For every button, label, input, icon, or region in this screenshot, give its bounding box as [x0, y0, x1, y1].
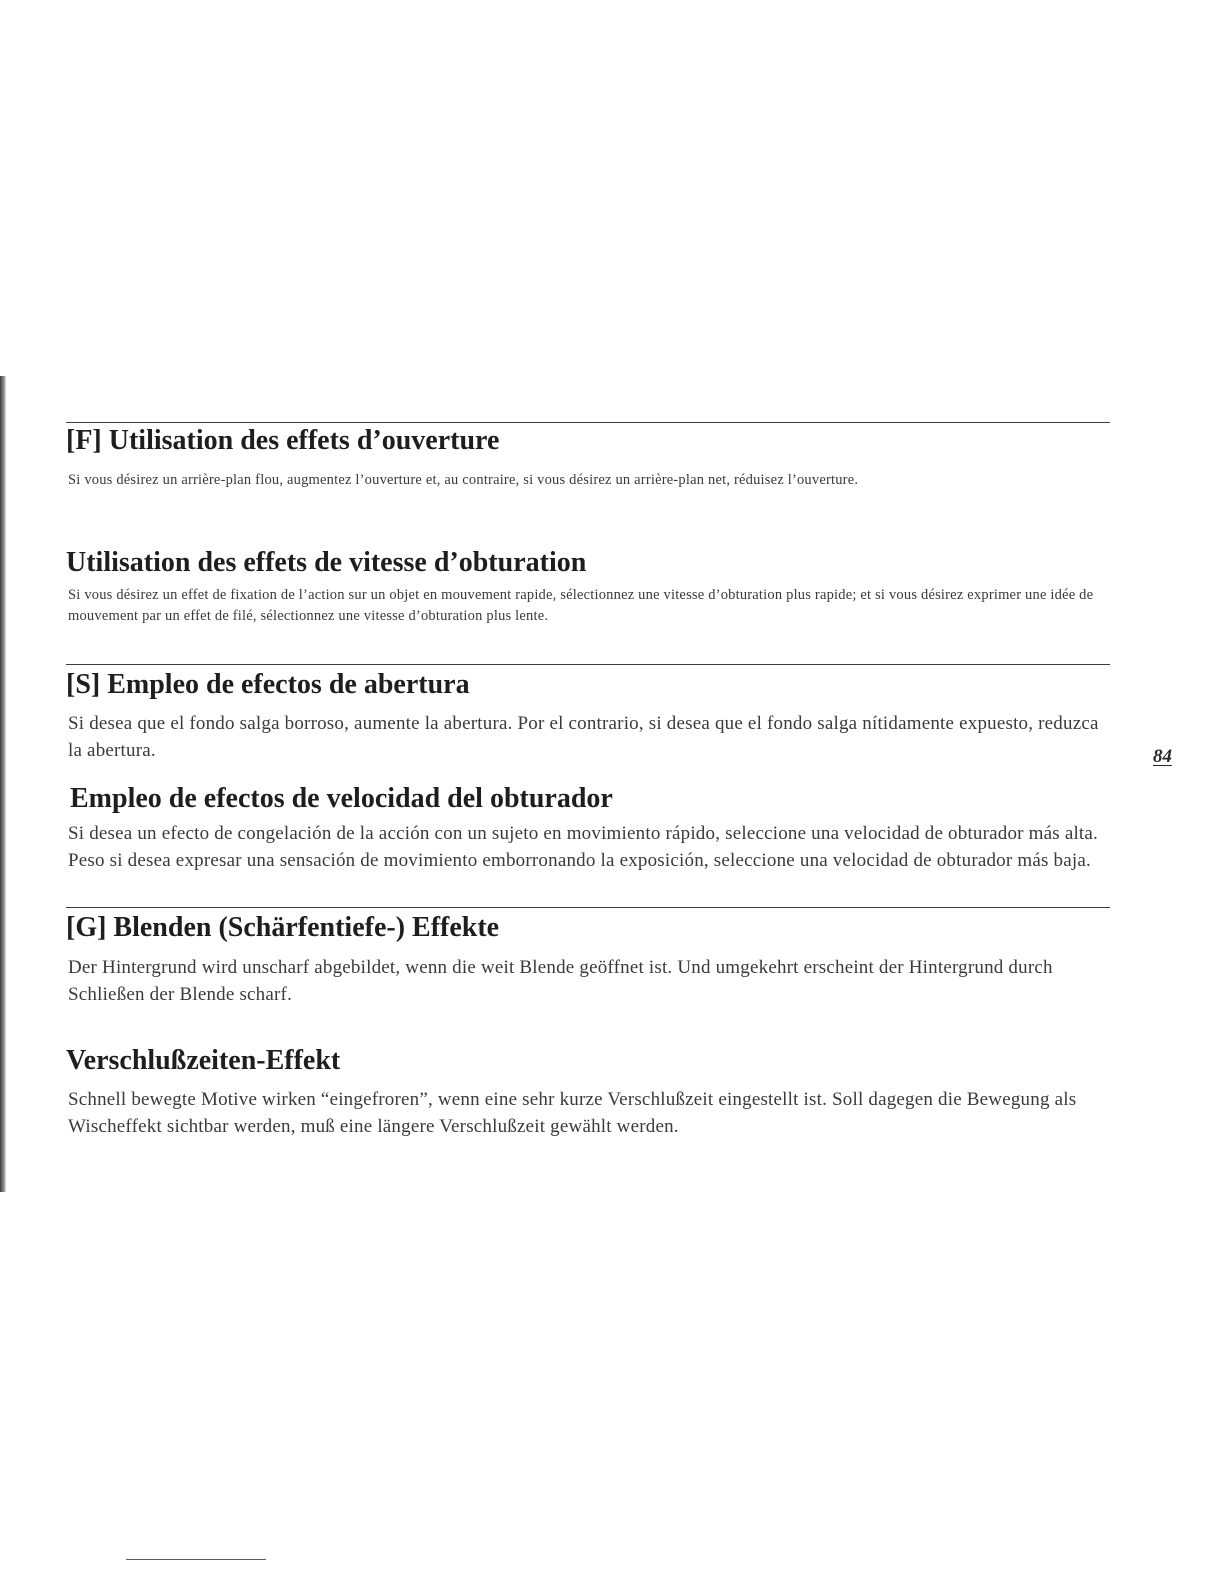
heading-french-aperture: [F] Utilisation des effets d’ouverture	[66, 425, 500, 456]
heading-german-aperture: [G] Blenden (Schärfentiefe-) Effekte	[66, 912, 500, 943]
page-binding-edge	[0, 376, 6, 1192]
paragraph-french-shutter: Si vous désirez un effet de fixation de l’action sur un objet en mouvement rapide, sélectionnez une vitesse d’obturation plus rapide; et si vous désirez exprimer une idée de mouvement par un effet de filé, sélectionnez une vitesse d’obturation plus lente.	[68, 587, 1094, 624]
page-number: 84	[1153, 746, 1172, 767]
paragraph-german-shutter: Schnell bewegte Motive wirken “eingefroren”, wenn eine sehr kurze Verschlußzeit eingestellt ist. Soll dagegen die Bewegung als Wischeffekt sichtbar werden, muß eine längere Verschlußzeit gewählt werden.	[68, 1089, 1077, 1137]
heading-spanish-aperture: [S] Empleo de efectos de abertura	[66, 669, 470, 700]
paragraph-spanish-shutter: Si desea un efecto de congelación de la acción con un sujeto en movimiento rápido, seleccione una velocidad de obturador más alta. Peso si desea expresar una sensación de movimiento emborronando la exposición, seleccione una velocidad de obturador más baja.	[68, 823, 1098, 871]
footer-rule	[126, 1559, 266, 1560]
paragraph-french-aperture: Si vous désirez un arrière-plan flou, augmentez l’ouverture et, au contraire, si vous désirez un arrière-plan net, réduisez l’ouverture.	[68, 472, 859, 488]
heading-french-shutter: Utilisation des effets de vitesse d’obturation	[66, 547, 587, 578]
section-divider-french	[66, 422, 1110, 423]
heading-spanish-shutter: Empleo de efectos de velocidad del obturador	[70, 783, 613, 814]
section-divider-spanish	[66, 664, 1110, 665]
section-divider-german	[66, 907, 1110, 908]
paragraph-spanish-aperture: Si desea que el fondo salga borroso, aumente la abertura. Por el contrario, si desea que el fondo salga nítidamente expuesto, reduzca la abertura.	[68, 713, 1099, 761]
heading-german-shutter: Verschlußzeiten-Effekt	[66, 1045, 341, 1076]
paragraph-german-aperture: Der Hintergrund wird unscharf abgebildet, wenn die weit Blende geöffnet ist. Und umgekehrt erscheint der Hintergrund durch Schließen der Blende scharf.	[68, 957, 1053, 1005]
